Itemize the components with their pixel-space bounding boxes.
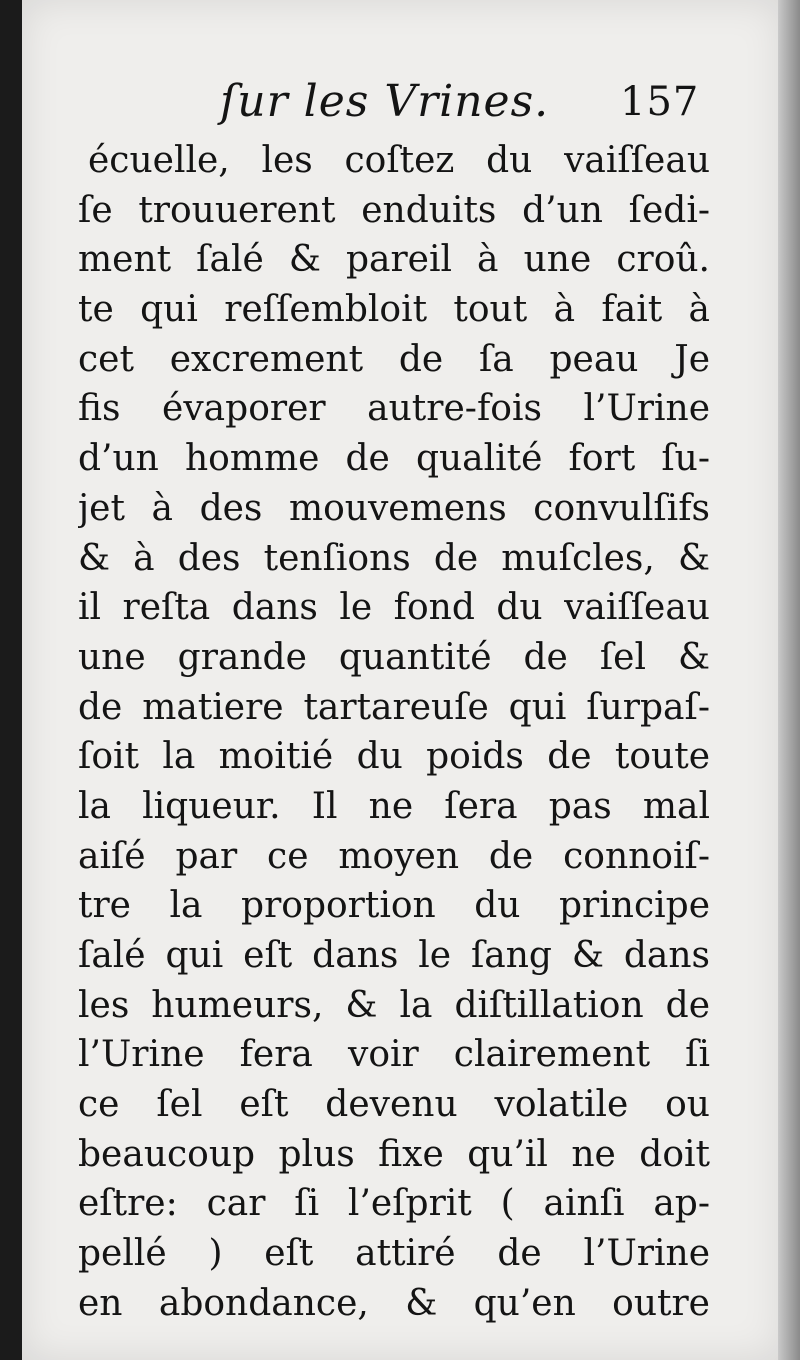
text-line: ce ſel eſt devenu volatile ou — [78, 1084, 710, 1126]
page-header — [22, 72, 782, 132]
text-line: ment ſalé & pareil à une croû. — [78, 239, 710, 281]
text-line: d’un homme de qualité fort ſu- — [78, 438, 710, 480]
text-line: une grande quantité de ſel & — [78, 636, 710, 678]
text-line: l’Urine fera voir clairement ſi — [78, 1034, 710, 1076]
page-number: 157 — [620, 79, 700, 125]
text-line: les humeurs, & la diſtillation de — [78, 984, 710, 1026]
text-line: la liqueur. Il ne ſera pas mal — [78, 785, 710, 827]
text-line: cet excrement de ſa peau Je — [78, 338, 710, 380]
text-line: eſtre: car ſi l’eſprit ( ainſi ap- — [78, 1183, 710, 1225]
text-line: & à des tenſions de muſcles, & — [78, 537, 710, 579]
text-line: ſalé qui eſt dans le ſang & dans — [78, 935, 710, 976]
text-line: jet à des mouvemens convulſifs — [78, 487, 710, 529]
text-line: pellé ) eſt attiré de l’Urine — [78, 1233, 710, 1275]
text-line: beaucoup plus fixe qu’il ne doit — [78, 1133, 710, 1175]
text-line: te qui reſſembloit tout à fait à — [78, 289, 710, 331]
text-line: ſe trouuerent enduits d’un ſedi- — [78, 189, 710, 231]
text-line: aiſé par ce moyen de connoiſ- — [78, 835, 710, 877]
body-text — [78, 136, 710, 1329]
text-line: ſoit la moitié du poids de toute — [78, 736, 710, 778]
scan-edge-shadow — [778, 0, 800, 1360]
text-line: en abondance, & qu’en outre — [78, 1282, 710, 1324]
text-line: tre la proportion du principe — [78, 885, 710, 927]
text-line: écuelle, les coſtez du vaiſſeau — [88, 140, 710, 181]
text-line: fis évaporer autre-fois l’Urine — [78, 388, 710, 430]
running-title: ſur les Vrines. — [220, 76, 550, 127]
paper-sheet — [22, 0, 782, 1360]
text-line: il reſta dans le fond du vaiſſeau — [78, 587, 710, 629]
text-line: de matiere tartareuſe qui ſurpaſ- — [78, 686, 710, 728]
